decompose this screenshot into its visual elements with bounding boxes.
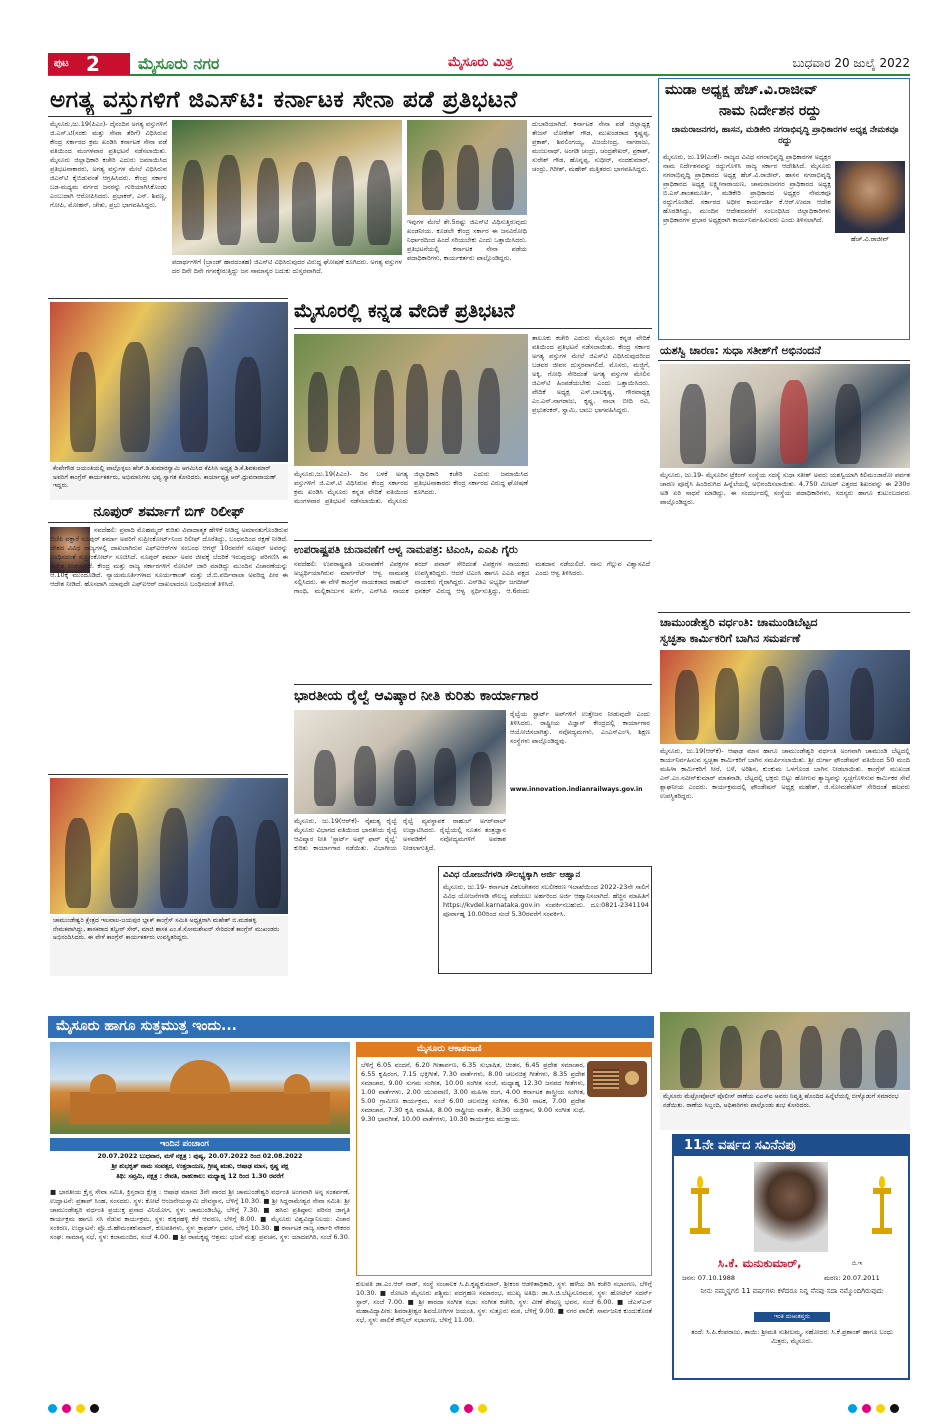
main-story-photo xyxy=(172,120,402,255)
railway-body-left: ಮೈಸೂರು, ಜು.19(ಆರ್‌ಕೆ)- ನೈಋತ್ಯ ರೈಲ್ವೆ ಮೈಸೂರು ವಿಭಾಗದ ವತಿಯಿಂದ ಭಾರತೀಯ ರೈಲ್ವೆ ಆವಿಷ್ಕಾರ ನೀತಿ 'ಸ್ಟಾರ್ಟ್ ಅಪ್ಸ್ ಫಾರ್ ರೈಲ್ವೆ' ಕುರಿತು ಕಾರ್ಯಾಗಾರ ನಡೆಯಿತು. ವಿಭಾಗೀಯ ರೈಲ್ವೆ ವ್ಯವಸ್ಥಾಪಕ ರಾಹುಲ್ ಅಗರ್‌ವಾಲ್ ಉದ್ಘಾಟಿಸಿದರು. ರೈಲ್ವೆಯಲ್ಲಿ ನೂತನ ತಂತ್ರಜ್ಞಾನ ಅಳವಡಿಕೆಗೆ ನವೋದ್ಯಮಗಳಿಗೆ ಅವಕಾಶ ನೀಡಲಾಗುತ್ತಿದೆ. xyxy=(294,817,506,852)
memorial-born: ಜನನ: 07.10.1988 xyxy=(682,1274,736,1282)
page-number-badge xyxy=(48,53,130,75)
scholarship-body: ಮೈಸೂರು, ಜು.19- ಕರ್ನಾಟಕ ವಿಕಲಚೇತನರ ಸಬಲೀಕರಣ ಇಲಾಖೆಯಿಂದ 2022-23ನೇ ಸಾಲಿಗೆ ವಿವಿಧ ಯೋಜನೆಗಳಡಿ ಸೌಲಭ್ಯ ಪಡೆಯಲು ಅರ್ಹರಿಂದ ಅರ್ಜಿ ಆಹ್ವಾನಿಸಲಾಗಿದೆ. ಹೆಚ್ಚಿನ ಮಾಹಿತಿಗೆ https://kvdel.karnataka.gov.in ಸಂಪರ್ಕಿಸಬಹುದು. ದೂ:0821-2341194 ಪೂರ್ವಾಹ್ನ 10.00ರಿಂದ ಸಂಜೆ 5.30ರವರೆಗೆ ಸಂಪರ್ಕಿಸಿ. xyxy=(443,883,649,918)
today-title: ಮೈಸೂರು ಹಾಗೂ ಸುತ್ತಮುತ್ತ ಇಂದು... xyxy=(56,1018,237,1034)
registration-mark xyxy=(48,1404,57,1413)
panchanga-line-3: ತಿಥಿ: ಸಪ್ತಮಿ, ನಕ್ಷತ್ರ : ರೇವತಿ, ರಾಹುಕಾಲ: ಮಧ್ಯಾಹ್ನ 12 ರಿಂದ 1.30 ರವರೆಗೆ xyxy=(116,1173,284,1180)
registration-mark xyxy=(62,1404,71,1413)
memorial-box xyxy=(672,1134,910,1380)
memorial-degree: ಬಿ.ಇ xyxy=(852,1260,862,1267)
main-headline: ಅಗತ್ಯ ವಸ್ತುಗಳಿಗೆ ಜಿಎಸ್‌ಟಿ: ಕರ್ನಾಟಕ ಸೇನಾ ಪಡೆ ಪ್ರತಿಭಟನೆ xyxy=(50,87,518,113)
railway-headline: ಭಾರತೀಯ ರೈಲ್ವೆ ಆವಿಷ್ಕಾರ ನೀತಿ ಕುರಿತು ಕಾರ್ಯಾಗಾರ xyxy=(294,688,539,704)
page-number: 2 xyxy=(86,52,100,76)
main-story-col1: ಮೈಸೂರು,ಜು.19(ಪಿಎಂ)- ದೈನಂದಿನ ಅಗತ್ಯ ವಸ್ತುಗಳಿಗೆ ಜಿ.ಎಸ್.ಟಿ(ಸರಕು ಮತ್ತು ಸೇವಾ ತೆರಿಗೆ) ವಿಧಿಸಿರುವ ಕೇಂದ್ರ ಸರ್ಕಾರದ ಕ್ರಮ ಖಂಡಿಸಿ ಕರ್ನಾಟಕ ಸೇನಾ ಪಡೆ ವತಿಯಿಂದ ಮಂಗಳವಾರ ಪ್ರತಿಭಟನೆ ನಡೆಸಲಾಯಿತು. ಮೈಸೂರು ಜಿಲ್ಲಾಧಿಕಾರಿ ಕಚೇರಿ ಎದುರು ಜಮಾಯಿಸಿದ ಪ್ರತಿಭಟನಾಕಾರರು, ಅಗತ್ಯ ವಸ್ತುಗಳ ಮೇಲೆ ವಿಧಿಸಿರುವ ಜಿಎಸ್‌ಟಿ ಕೈಬಿಡುವಂತೆ ಆಗ್ರಹಿಸಿದರು. ಕೇಂದ್ರ ಸರ್ಕಾರ ಬಡ-ಮಧ್ಯಮ ವರ್ಗದ ಜನರನ್ನು ಗುರಿಯಾಗಿಸಿಕೊಂಡು ಎಂಬುದಾಗಿ ಆರೋಪಿಸಿದರು. ಪ್ರಭಾಕರ್, ಎನ್. ಶಿವಣ್ಣ, ಗೋಪಿ, ಮೋಹನ್, ಚೇತು, ಪ್ರಭು ಭಾಗವಹಿಸಿದ್ದರು. xyxy=(50,120,167,209)
lamp-icon-left xyxy=(688,1176,712,1236)
today-events-2: ಕುಲಪತಿ ಡಾ.ಎಂ.ಆರ್ ನಾಡ್, ಸಂಸ್ಥೆ ಸಂಚಾಲಕ ಸಿ.ಪಿ.ಕೃಷ್ಣಕುಮಾರ್, ಶ್ರೀಕಂಠ ಆಡಳಿತಾಧಿಕಾರಿ, ಸ್ಥಳ: ಹಳೆಯ ಡಿಸಿ ಕಚೇರಿ ಸಭಾಂಗಣ, ಬೆಳಿಗ್ಗೆ 10.30. ■ ರೋಟರಿ ಮೈಸೂರು ಪಶ್ಚಿಮ: ಪದಗ್ರಹಣ ಸಮಾರಂಭ, ಮುಖ್ಯ ಅತಿಥಿ: ಡಾ.ಸಿ.ಜಿ.ಬೆಟ್ಟಸೂರಮಠ, ಸ್ಥಳ: ಹೋಟೆಲ್ ಸದರ್ನ್ ಸ್ಟಾರ್, ಸಂಜೆ 7.00. ■ ಶ್ರೀ ಶಾರದಾ ಸಂಗೀತ ಸಭಾ: ಸಂಗೀತ ಕಚೇರಿ, ಸ್ಥಳ: ವೀಣೆ ಶೇಷಣ್ಣ ಭವನ, ಸಂಜೆ 6.00. ■ ಜೆಎಸ್‌ಎಸ್ ಮಹಾವಿದ್ಯಾಪೀಠ: ಶಿವರಾತ್ರೀಶ್ವರ ಶಿವಯೋಗಿಗಳ ಜಯಂತಿ, ಸ್ಥಳ: ಸುತ್ತೂರು ಮಠ, ಬೆಳಿಗ್ಗೆ 9.00. ■ ನಗರ ಪಾಲಿಕೆ: ಸಾರ್ವಜನಿಕ ಕುಂದುಕೊರತೆ ಸಭೆ, ಸ್ಥಳ: ಪಾಲಿಕೆ ಕೌನ್ಸಿಲ್ ಸಭಾಂಗಣ, ಬೆಳಿಗ್ಗೆ 11.00. xyxy=(356,1280,652,1324)
chamundi-body: ಮೈಸೂರು, ಜು.19(ಆರ್‌ಕೆ)- ಆಷಾಢ ಮಾಸ ಹಾಗೂ ಚಾಮುಂಡೇಶ್ವರಿ ವರ್ಧಂತಿ ಅಂಗವಾಗಿ ಚಾಮುಂಡಿ ಬೆಟ್ಟದಲ್ಲಿ ಕಾರ್ಯನಿರ್ವಹಿಸುವ ಸ್ವಚ್ಛತಾ ಕಾರ್ಮಿಕರಿಗೆ ಬಾಗಿನ ಸಮರ್ಪಿಸಲಾಯಿತು. ಶ್ರೀ ದುರ್ಗಾ ಫೌಂಡೇಷನ್ ವತಿಯಿಂದ 50 ಮಂದಿ ಮಹಿಳಾ ಕಾರ್ಮಿಕರಿಗೆ ಸೀರೆ, ಬಳೆ, ಅರಿಶಿನ, ಕುಂಕುಮ ಒಳಗೊಂಡ ಬಾಗಿನ ನೀಡಲಾಯಿತು. ಕಾಂಗ್ರೆಸ್ ಮುಖಂಡ ಎನ್.ಎಂ.ನವೀನ್‌ಕುಮಾರ್ ಮಾತನಾಡಿ, ಬೆಟ್ಟದಲ್ಲಿ ಭಕ್ತರು ಬಿಟ್ಟು ಹೋಗುವ ತ್ಯಾಜ್ಯವನ್ನು ಸ್ವಚ್ಛಗೊಳಿಸುವ ಕಾರ್ಮಿಕರ ಸೇವೆ ಶ್ಲಾಘನೀಯ ಎಂದರು. ಕಾರ್ಯಕ್ರಮದಲ್ಲಿ ಫೌಂಡೇಷನ್ ಅಧ್ಯಕ್ಷ ಮಹೇಶ್, ಜಿ.ಸೋಮಶೇಖರ್ ಸೇರಿದಂತೆ ಹಲವರು ಉಪಸ್ಥಿತರಿದ್ದರು. xyxy=(660,747,910,800)
registration-mark xyxy=(862,1404,871,1413)
sudha-body: ಮೈಸೂರು, ಜು.19- ಮೈಸೂರಿನ ಟ್ರೆಕಿಂಗ್ ಸಂಸ್ಥೆಯ ಸದಸ್ಯೆ ಸುಧಾ ಸತೀಶ್ ಅವರು ಯಶಸ್ವಿಯಾಗಿ ಕಿಲಿಮಂಜಾರೋ ಪರ್ವತ ಚಾರಣ ಪೂರೈಸಿ ಹಿಂದಿರುಗಿದ ಹಿನ್ನೆಲೆಯಲ್ಲಿ ಅಭಿನಂದಿಸಲಾಯಿತು. 4,750 ಮೀಟರ್ ಎತ್ತರದ ಶಿಖರವನ್ನು ಈ 230ರ ಅಡಿ ಏರಿ ಸಾಧನೆ ಮಾಡಿದ್ದು, ಈ ಸಂದರ್ಭದಲ್ಲಿ ಸಂಸ್ಥೆಯ ಪದಾಧಿಕಾರಿಗಳು, ಸದಸ್ಯರು ಹಾಗೂ ಕುಟುಂಬದವರು ಪಾಲ್ಗೊಂಡಿದ್ದರು. xyxy=(660,471,910,506)
memorial-died: ಮರಣ: 20.07.2011 xyxy=(824,1274,880,1282)
palace-illustration xyxy=(50,1042,350,1134)
rajeev-portrait xyxy=(835,161,905,233)
registration-mark xyxy=(450,1404,459,1413)
memorial-tribute: ನೀನು ನಮ್ಮನ್ನಗಲಿ 11 ವರ್ಷಗಳು ಕಳೆದರೂ ನಿನ್ನ ನೆನಪು ಸದಾ ನಮ್ಮೊಂದಿಗಿರುವುದು xyxy=(700,1287,884,1295)
election-body: ನವದೆಹಲಿ: ಉಪರಾಷ್ಟ್ರಪತಿ ಚುನಾವಣೆಗೆ ವಿಪಕ್ಷಗಳ ಅಭ್ಯರ್ಥಿಯಾಗಿರುವ ಮಾರ್ಗರೆಟ್ ಆಳ್ವ ನಾಮಪತ್ರ ಸಲ್ಲಿಸಿದರು. ಈ ವೇಳೆ ಕಾಂಗ್ರೆಸ್ ನಾಯಕರಾದ ರಾಹುಲ್ ಗಾಂಧಿ, ಮಲ್ಲಿಕಾರ್ಜುನ ಖರ್ಗೆ, ಎನ್‌ಸಿಪಿ ನಾಯಕ ಶರದ್ ಪವಾರ್ ಸೇರಿದಂತೆ ವಿಪಕ್ಷಗಳ ನಾಯಕರು ಉಪಸ್ಥಿತರಿದ್ದರು. ಆದರೆ ಟಿಎಂಸಿ ಹಾಗೂ ಎಎಪಿ ಪಕ್ಷದ ನಾಯಕರು ಗೈರಾಗಿದ್ದರು. ಎನ್‌ಡಿಎ ಅಭ್ಯರ್ಥಿ ಜಗದೀಪ್ ಧನಕರ್ ವಿರುದ್ಧ ಆಳ್ವ ಸ್ಪರ್ಧಿಸುತ್ತಿದ್ದು, ಆ.6ರಂದು ಮತದಾನ ನಡೆಯಲಿದೆ. ನಾನು ಗೆಲ್ಲುವ ವಿಶ್ವಾಸವಿದೆ ಎಂದು ಆಳ್ವ ತಿಳಿಸಿದರು. xyxy=(294,560,650,595)
registration-mark xyxy=(848,1404,857,1413)
date-line: ಬುಧವಾರ 20 ಜುಲೈ 2022 xyxy=(792,56,910,70)
memorial-family-label-bar xyxy=(754,1312,830,1322)
main-story-col4: ದುಬಾರಿಯಾಗಿದೆ. ಕರ್ನಾಟಕ ಸೇನಾ ಪಡೆ ಜಿಲ್ಲಾಧ್ಯಕ್ಷ ತೇಜಸ್ ಲೋಕೇಶ್ ಗೌಡ, ಮುಖಂಡರಾದ ಕೃಷ್ಣಪ್ಪ, ಪ್ರಕಾಶ್, ಶಿವಲಿಂಗಯ್ಯ, ವಿಜಯೇಂದ್ರ, ನಾಗರಾಜು, ಮಂಜುನಾಥ್, ಅಂಗಡಿ ಚಂದ್ರು, ಚಂದ್ರಶೇಖರ್, ಪ್ರಕಾಶ್, ಸುರೇಶ್ ಗೌಡ, ಹೊನ್ನಪ್ಪ, ಸುಧೀರ್, ನಂದಕುಮಾರ್, ಚಂದ್ರು, ಗಿರೀಶ್, ಮಹೇಶ್ ಮತ್ತಿತರರು ಭಾಗವಹಿಸಿದ್ದರು. xyxy=(532,120,650,173)
vedike-body-left: ಮೈಸೂರು,ಜು.19(ಪಿಎಂ)- ದಿನ ಬಳಕೆ ಅಗತ್ಯ ವಸ್ತುಗಳಿಗೆ ಜಿ.ಎಸ್.ಟಿ ವಿಧಿಸಿರುವ ಕೇಂದ್ರ ಸರ್ಕಾರದ ಕ್ರಮ ಖಂಡಿಸಿ ಮೈಸೂರು ಕನ್ನಡ ವೇದಿಕೆ ವತಿಯಿಂದ ಮಂಗಳವಾರ ಪ್ರತಿಭಟನೆ ನಡೆಸಲಾಯಿತು. ಮೈಸೂರು ಜಿಲ್ಲಾಧಿಕಾರಿ ಕಚೇರಿ ಎದುರು ಜಮಾಯಿಸಿದ ಪ್ರತಿಭಟನಾಕಾರರು ಕೇಂದ್ರ ಸರ್ಕಾರದ ವಿರುದ್ಧ ಘೋಷಣೆ ಕೂಗಿದರು. xyxy=(294,470,528,505)
memorial-family-label: ಇಂತಿ ದುಃಖತಪ್ತರು xyxy=(774,1313,810,1320)
photo-story-2-caption: ಚಾಮುಂಡೇಶ್ವರಿ ಕ್ಷೇತ್ರದ ಇಲವಾಲ-ಜಯಪುರ ಬ್ಲಾಕ್ ಕಾಂಗ್ರೆಸ್ ಸಮಿತಿ ಅಧ್ಯಕ್ಷರಾಗಿ ಮಹೇಶ್ ಬಿ.ಮಡಹಳ್ಳಿ ನೇಮಕವಾಗಿದ್ದು, ಶಾಸಕರಾದ ತನ್ವೀರ್ ಸೇಠ್, ಮಾಜಿ ಶಾಸಕ ಎಂ.ಕೆ.ಸೋಮಶೇಖರ್ ಸೇರಿದಂತೆ ಕಾಂಗ್ರೆಸ್ ಮುಖಂಡರು ಅಭಿನಂದಿಸಿದರು. ಈ ವೇಳೆ ಕಾಂಗ್ರೆಸ್ ಕಾರ್ಯಕರ್ತರು ಉಪಸ್ಥಿತರಿದ್ದರು. xyxy=(50,916,288,976)
photo-story-1-caption: ಕೆಂಪೇಗೌಡ ಜಯಂತಿಯಲ್ಲಿ ಪಾಲ್ಗೊಳ್ಳಲು ಹೆಚ್.ಡಿ.ಕುಮಾರಸ್ವಾಮಿ ಆಗಮಿಸಿದ ಕೆಪಿಸಿಸಿ ಅಧ್ಯಕ್ಷ ಡಿ.ಕೆ.ಶಿವಕುಮಾರ್ ಅವರಿಗೆ ಕಾಂಗ್ರೆಸ್ ಕಾರ್ಯಕರ್ತರು, ಅಭಿಮಾನಿಗಳು ಭವ್ಯ ಸ್ವಾಗತ ಕೋರಿದರು. ಕಾರ್ಯಾಧ್ಯಕ್ಷ ಆರ್.ಧ್ರುವನಾರಾಯಣ್ ಇದ್ದರು. xyxy=(50,464,288,500)
registration-mark xyxy=(76,1404,85,1413)
radio-title: ಮೈಸೂರು ಆಕಾಶವಾಣಿ xyxy=(417,1044,482,1054)
nupur-body: ನವದೆಹಲಿ: ಪ್ರವಾದಿ ಮೊಹಮ್ಮದ್ ಕುರಿತು ವಿವಾದಾತ್ಮಕ ಹೇಳಿಕೆ ನೀಡಿದ್ದ ಅಮಾನತುಗೊಂಡಿರುವ ಬಿಜೆಪಿ ವಕ್ತಾರೆ ನೂಪುರ್ ಶರ್ಮಾ ಅವರಿಗೆ ಸುಪ್ರೀಂಕೋರ್ಟ್‌ನಿಂದ ರಿಲೀಫ್ ದೊರೆತಿದ್ದು, ಬಂಧನದಿಂದ ರಕ್ಷಣೆ ನೀಡಿದೆ. ದೇಶದ ವಿವಿಧ ರಾಜ್ಯಗಳಲ್ಲಿ ದಾಖಲಾಗಿರುವ ಎಫ್‌ಐಆರ್‌ಗಳ ಸಂಬಂಧ ಆಗಸ್ಟ್ 10ರವರೆಗೆ ನೂಪುರ್ ಅವರನ್ನು ಬಂಧಿಸದಂತೆ ಸುಪ್ರೀಂಕೋರ್ಟ್ ಸೂಚಿಸಿದೆ. ನೂಪುರ್ ಶರ್ಮಾ ಅವರ ಜೀವಕ್ಕೆ ಬೆದರಿಕೆ ಇರುವುದನ್ನು ಪರಿಗಣಿಸಿ ಈ ಆದೇಶ ನೀಡಲಾಗಿದೆ. ಕೇಂದ್ರ ಮತ್ತು ರಾಜ್ಯ ಸರ್ಕಾರಗಳಿಗೆ ನೋಟಿಸ್ ಜಾರಿ ಮಾಡಿದ್ದು ಮುಂದಿನ ವಿಚಾರಣೆಯನ್ನು ಆ.10ಕ್ಕೆ ಮುಂದೂಡಿದೆ. ನ್ಯಾಯಮೂರ್ತಿಗಳಾದ ಸೂರ್ಯಕಾಂತ್ ಮತ್ತು ಜೆ.ಬಿ.ಪರ್ದಿವಾಲಾ ಅವರಿದ್ದ ಪೀಠ ಈ ಆದೇಶ ನೀಡಿದೆ. ಹೊಸದಾಗಿ ಯಾವುದೇ ಎಫ್‌ಐಆರ್ ದಾಖಲಾದರೂ ಬಂಧಿಸದಂತೆ ತಿಳಿಸಿದೆ. xyxy=(50,526,288,588)
vedike-body-right: ತಾಲೂಕು ಕಚೇರಿ ಎದುರು ಮೈಸೂರು ಕನ್ನಡ ವೇದಿಕೆ ವತಿಯಿಂದ ಪ್ರತಿಭಟನೆ ನಡೆಸಲಾಯಿತು. ಕೇಂದ್ರ ಸರ್ಕಾರ ಅಗತ್ಯ ವಸ್ತುಗಳ ಮೇಲೆ ಜಿಎಸ್‌ಟಿ ವಿಧಿಸಿರುವುದರಿಂದ ಬಡವರ ಜೀವನ ದುಸ್ತರವಾಗಲಿದೆ. ಮೊಸರು, ಮಜ್ಜಿಗೆ, ಅಕ್ಕಿ, ಗೋಧಿ ಸೇರಿದಂತೆ ಅಗತ್ಯ ವಸ್ತುಗಳ ಮೇಲಿನ ಜಿಎಸ್‌ಟಿ ಹಿಂಪಡೆಯಬೇಕು ಎಂದು ಒತ್ತಾಯಿಸಿದರು. ವೇದಿಕೆ ಅಧ್ಯಕ್ಷ ಎಸ್.ಬಾಲಕೃಷ್ಣ, ಗೌರವಾಧ್ಯಕ್ಷ ಎಂ.ಎನ್.ನಾಗರಾಜು, ಕೃಷ್ಣ, ನಾಲಾ ಬೀದಿ ರವಿ, ಪ್ರಭುಶಂಕರ್, ಸ್ವಾಮಿ, ಬಾಬು ಭಾಗವಹಿಸಿದ್ದರು. xyxy=(532,334,650,414)
police-farewell-photo xyxy=(660,1012,910,1090)
scholarship-headline: ವಿವಿಧ ಯೋಜನೆಗಳಡಿ ಸೌಲಭ್ಯಕ್ಕಾಗಿ ಅರ್ಜಿ ಆಹ್ವಾನ xyxy=(443,870,581,880)
photo-story-2-image xyxy=(50,778,288,914)
nupur-headline: ನೂಪುರ್ ಶರ್ಮಾಗೆ ಬಿಗ್ ರಿಲೀಫ್ xyxy=(93,504,245,520)
rajeev-subhead: ಚಾಮರಾಜನಗರ, ಹಾಸನ, ಮಡಿಕೇರಿ ನಗರಾಭಿವೃದ್ಧಿ ಪ್ರಾಧಿಕಾರಗಳ ಅಧ್ಯಕ್ಷ ನೇಮಕವೂ ರದ್ದು xyxy=(671,125,899,146)
radio-box xyxy=(356,1042,652,1276)
rajeev-headline-2: ನಾಮ ನಿರ್ದೇಶನ ರದ್ದು xyxy=(719,103,822,119)
radio-title-bar xyxy=(357,1043,651,1057)
sudha-headline: ಯಶಸ್ವಿ ಚಾರಣ: ಸುಧಾ ಸತೀಶ್‌ಗೆ ಅಭಿನಂದನೆ xyxy=(660,344,821,357)
main-story-col2: ಪದಾರ್ಥಗಳಿಗೆ (ಬ್ರಾಂಡ್ ಹಾರದಂತಹ) ಜಿಎಸ್‌ಟಿ ವಿಧಿಸಿರುವುದರ ವಿರುದ್ಧ ಘೋಷಣೆ ಕೂಗಿದರು. ಅಗತ್ಯ ವಸ್ತುಗಳ ದರ ದಿನೇ ದಿನೇ ಗಗನಕ್ಕೇರುತ್ತಿದ್ದು ಜನ ಸಾಮಾನ್ಯರ ಬದುಕು ದುಸ್ತರವಾಗಿದೆ. xyxy=(172,258,402,275)
panchanga-title: ಇಂದಿನ ಪಂಚಾಂಗ xyxy=(160,1139,209,1149)
chamundi-photo xyxy=(660,650,910,744)
railway-photo xyxy=(294,710,506,814)
registration-mark xyxy=(478,1404,487,1413)
chamundi-headline-1: ಚಾಮುಂಡೇಶ್ವರಿ ವರ್ಧಂತಿ: ಚಾಮುಂಡಿಬೆಟ್ಟದ xyxy=(660,616,818,629)
lamp-icon-right xyxy=(870,1176,894,1236)
panchanga-line-1: 20.07.2022 ಬುಧವಾರ, ಮಳೆ ನಕ್ಷತ್ರ : ಪುಷ್ಯ, 20.07.2022 ರಿಂದ 02.08.2022 xyxy=(97,1153,303,1160)
memorial-title-bar xyxy=(674,1136,908,1156)
radio-icon xyxy=(587,1061,647,1097)
chamundi-headline-2: ಸ್ವಚ್ಛತಾ ಕಾರ್ಮಿಕರಿಗೆ ಬಾಗಿನ ಸಮರ್ಪಣೆ xyxy=(660,632,801,645)
rajeev-story-box xyxy=(658,78,910,340)
election-headline: ಉಪರಾಷ್ಟ್ರಪತಿ ಚುನಾವಣೆಗೆ ಆಳ್ವ ನಾಮಪತ್ರ: ಟಿಎಂಸಿ, ಎಎಪಿ ಗೈರು xyxy=(294,544,518,556)
registration-mark xyxy=(890,1404,899,1413)
photo-story-1-image xyxy=(50,302,288,462)
vedike-photo xyxy=(294,334,528,466)
section-title: ಮೈಸೂರು ನಗರ xyxy=(138,54,220,73)
panchanga-bar xyxy=(50,1138,350,1151)
today-events: ■ ಭಾರತೀಯ ಕ್ರೈಸ್ತ ಸೇವಾ ಸಮಿತಿ, ಕ್ರಿಸ್ತರಾಜ ಕ್ಷೇತ್ರ : ಆಷಾಢ ಮಾಸದ 3ನೇ ವಾರದ ಶ್ರೀ ಚಾಮುಂಡೇಶ್ವರಿ ವರ್ಧಂತಿ ಅಂಗವಾಗಿ ಅನ್ನ ಸಂತರ್ಪಣೆ, ಉದ್ಘಾಟನೆ: ಪ್ರತಾಪ್ ಸಿಂಹ, ಸಂಸದರು. ಸ್ಥಳ: ಕೋಟೆ ಆಂಜನೇಯಸ್ವಾಮಿ ದೇವಸ್ಥಾನ, ಬೆಳಿಗ್ಗೆ 10.30. ■ ಶ್ರೀ ಸಿದ್ದರಾಮೇಶ್ವರ ಸೇವಾ ಸಮಿತಿ: ಶ್ರೀ ಚಾಮುಂಡೇಶ್ವರಿ ವರ್ಧಂತಿ ಪ್ರಯುಕ್ತ ಪ್ರಸಾದ ವಿನಿಯೋಗ, ಸ್ಥಳ: ಚಾಮುಂಡಿಬೆಟ್ಟ, ಬೆಳಿಗ್ಗೆ 7.30. ■ ಹಸಿರು ಪ್ರತಿಷ್ಠಾನ: ಪರಿಸರ ಜಾಗೃತಿ ಕಾರ್ಯಕ್ರಮ ಹಾಗೂ ಸಸಿ ನೆಡುವ ಕಾರ್ಯಕ್ರಮ, ಸ್ಥಳ: ಕುಕ್ಕರಹಳ್ಳಿ ಕೆರೆ ಆವರಣ, ಬೆಳಿಗ್ಗೆ 8.00. ■ ಮೈಸೂರು ವಿಶ್ವವಿದ್ಯಾನಿಲಯ: ವಿಚಾರ ಸಂಕಿರಣ, ಉದ್ಘಾಟನೆ: ಪ್ರೊ.ಜಿ.ಹೇಮಂತಕುಮಾರ್, ಕುಲಪತಿಗಳು, ಸ್ಥಳ: ಕ್ರಾಫರ್ಡ್ ಭವನ, ಬೆಳಿಗ್ಗೆ 10.30. ■ ಕರ್ನಾಟಕ ರಾಜ್ಯ ಸರ್ಕಾರಿ ನೌಕರರ ಸಂಘ: ಸಾಮಾನ್ಯ ಸಭೆ, ಸ್ಥಳ: ಕಲಾಮಂದಿರ, ಸಂಜೆ 4.00. ■ ಶ್ರೀ ರಾಮಕೃಷ್ಣ ಆಶ್ರಮ: ಭಜನೆ ಮತ್ತು ಪ್ರವಚನ, ಸ್ಥಳ: ಯಾದವಗಿರಿ, ಸಂಜೆ 6.30. xyxy=(50,1188,350,1241)
railway-url: www.innovation.indianrailways.gov.in xyxy=(510,786,643,793)
registration-mark xyxy=(876,1404,885,1413)
radio-schedule: ಬೆಳಿಗ್ಗೆ 6.05 ವಂದನೆ, 6.20 ಗೀತಾರ್ಪಣ, 6.35 ಸುಭಾಷಿತ, ಚಿಂತನ, 6.45 ಪ್ರದೇಶ ಸಮಾಚಾರ, 6.55 ಕೃಷಿರಂಗ, 7.15 ಭಕ್ತಿಗೀತೆ, 7.30 ವಾರ್ತೆಗಳು, 8.00 ಚಲನಚಿತ್ರ ಗೀತೆಗಳು, 8.35 ಪ್ರದೇಶ ಸಮಾಚಾರ, 9.00 ಸುಗಮ ಸಂಗೀತ, 10.00 ಸಂಗೀತ ಸಂಜೆ, ಮಧ್ಯಾಹ್ನ 12.30 ಜನಪದ ಗೀತೆಗಳು, 1.00 ವಾರ್ತೆಗಳು, 2.00 ಯುವವಾಣಿ, 3.00 ಮಹಿಳಾ ರಂಗ, 4.00 ಕರ್ನಾಟಕ ಶಾಸ್ತ್ರೀಯ ಸಂಗೀತ, 5.00 ಗ್ರಾಮೀಣ ಕಾರ್ಯಕ್ರಮ, ಸಂಜೆ 6.00 ಚಲನಚಿತ್ರ ಸಂಗೀತ, 6.30 ನಾಟಕ, 7.00 ಪ್ರದೇಶ ಸಮಾಚಾರ, 7.30 ಕೃಷಿ ಮಾಹಿತಿ, 8.00 ರಾಷ್ಟ್ರೀಯ ವಾರ್ತೆ, 8.30 ಯಕ್ಷಗಾನ, 9.00 ಸಂಗೀತ ಸುಧೆ, 9.30 ಭಾವಗೀತೆ, 10.00 ವಾರ್ತೆಗಳು, 10.30 ಕಾರ್ಯಕ್ರಮ ಮುಕ್ತಾಯ. xyxy=(361,1061,585,1123)
scholarship-box xyxy=(438,866,652,974)
main-story-photo-2 xyxy=(407,120,527,215)
memorial-portrait xyxy=(754,1162,828,1252)
rajeev-body: ಮೈಸೂರು, ಜು.19(ಎಂಕೆ)- ರಾಜ್ಯದ ವಿವಿಧ ನಗರಾಭಿವೃದ್ಧಿ ಪ್ರಾಧಿಕಾರಗಳ ಅಧ್ಯಕ್ಷರ ನಾಮ ನಿರ್ದೇಶನವನ್ನು ರದ್ದುಗೊಳಿಸಿ ರಾಜ್ಯ ಸರ್ಕಾರ ಆದೇಶಿಸಿದೆ. ಮೈಸೂರು ನಗರಾಭಿವೃದ್ಧಿ ಪ್ರಾಧಿಕಾರದ ಅಧ್ಯಕ್ಷ ಹೆಚ್.ವಿ.ರಾಜೀವ್, ಹಾಸನ ನಗರಾಭಿವೃದ್ಧಿ ಪ್ರಾಧಿಕಾರದ ಅಧ್ಯಕ್ಷ ಲಕ್ಷ್ಮೀನಾರಾಯಣ, ಚಾಮರಾಜನಗರ ಪ್ರಾಧಿಕಾರದ ಅಧ್ಯಕ್ಷ ಬಿ.ಎಸ್.ಶಾಂತಮೂರ್ತಿ, ಮಡಿಕೇರಿ ಪ್ರಾಧಿಕಾರದ ಅಧ್ಯಕ್ಷರ ನೇಮಕವೂ ರದ್ದುಗೊಂಡಿದೆ. ಸರ್ಕಾರದ ಅಧೀನ ಕಾರ್ಯದರ್ಶಿ ಕೆ.ಆರ್.ಉಮಾ ಆದೇಶ ಹೊರಡಿಸಿದ್ದು, ಮುಂದಿನ ಆದೇಶದವರೆಗೆ ಸಂಬಂಧಿಸಿದ ಜಿಲ್ಲಾಧಿಕಾರಿಗಳು ಪ್ರಾಧಿಕಾರಗಳ ಪ್ರಭಾರ ಅಧ್ಯಕ್ಷರಾಗಿ ಕಾರ್ಯನಿರ್ವಹಿಸುವರು ಎಂದು ತಿಳಿಸಲಾಗಿದೆ. xyxy=(663,153,831,224)
main-story-col3: ಇವುಗಳ ಮೇಲೆ ಶೇ.5ರಷ್ಟು ಜಿಎಸ್‌ಟಿ ವಿಧಿಸುತ್ತಿರುವುದು ಖಂಡನೀಯ. ಕೂಡಲೇ ಕೇಂದ್ರ ಸರ್ಕಾರ ಈ ಜನವಿರೋಧಿ ನಿರ್ಧಾರದಿಂದ ಹಿಂದೆ ಸರಿಯಬೇಕು ಎಂದು ಒತ್ತಾಯಿಸಿದರು. ಪ್ರತಿಭಟನೆಯಲ್ಲಿ ಕರ್ನಾಟಕ ಸೇನಾ ಪಡೆಯ ಪದಾಧಿಕಾರಿಗಳು, ಕಾರ್ಯಕರ್ತರು ಪಾಲ್ಗೊಂಡಿದ್ದರು. xyxy=(407,218,527,262)
memorial-family: ತಂದೆ: ಸಿ.ಪಿ.ಕೆಂಪರಾಜು, ತಾಯಿ: ಶ್ರೀಮತಿ ಸುಶೀಲಮ್ಮ, ಸಹೋದರ: ಸಿ.ಕೆ.ಪ್ರಶಾಂತ್ ಹಾಗೂ ಬಂಧು ಮಿತ್ರರು, ಮೈಸೂರು. xyxy=(691,1328,893,1345)
memorial-title: 11ನೇ ವರ್ಷದ ಸವಿನೆನಪು xyxy=(684,1138,796,1153)
paper-name: ಮೈಸೂರು ಮಿತ್ರ xyxy=(448,55,513,70)
police-farewell-caption: ಮೈಸೂರು ಮೆಟ್ರೋಪೋಲ್ ಪೊಲೀಸ್ ಠಾಣೆಯ ಎಎಸ್‌ಐ ಅವರು ನಿವೃತ್ತಿ ಹೊಂದಿದ ಹಿನ್ನೆಲೆಯಲ್ಲಿ ಬೀಳ್ಕೊಡುಗೆ ಸಮಾರಂಭ ನಡೆಯಿತು. ಠಾಣೆಯ ಸಿಬ್ಬಂದಿ, ಅಧಿಕಾರಿಗಳು ಪಾಲ್ಗೊಂಡು ಶುಭ ಕೋರಿದರು. xyxy=(660,1092,910,1130)
today-banner xyxy=(48,1016,654,1038)
vedike-headline: ಮೈಸೂರಲ್ಲಿ ಕನ್ನಡ ವೇದಿಕೆ ಪ್ರತಿಭಟನೆ xyxy=(294,300,515,322)
page-label: ಪುಟ xyxy=(54,58,69,69)
railway-body-right: ರೈಲ್ವೆಯ ಸ್ಟಾರ್ಟ್ ಅಪ್‌ಗಳಿಗೆ ಉತ್ತೇಜನ ನೀಡುವುದೇ ಎಂದು ತಿಳಿಸಿದರು. ರಾಷ್ಟ್ರೀಯ ವಿಜ್ಞಾನ್ ಕೇಂದ್ರದಲ್ಲಿ ಕಾರ್ಯಾಗಾರ ಆಯೋಜಿಸಲಾಗಿತ್ತು. ನವೋದ್ಯಮಗಳು, ಎಂಎಸ್‌ಎಂಇ, ಶಿಕ್ಷಣ ಸಂಸ್ಥೆಗಳು ಪಾಲ್ಗೊಂಡಿದ್ದವು. xyxy=(510,710,650,745)
rajeev-photo-caption: ಹೆಚ್.ವಿ.ರಾಜೀವ್ xyxy=(851,235,889,243)
rajeev-headline-1: ಮುಡಾ ಅಧ್ಯಕ್ಷ ಹೆಚ್.ವಿ.ರಾಜೀವ್ xyxy=(665,82,818,98)
registration-mark xyxy=(90,1404,99,1413)
panchanga-line-2: ಶ್ರೀ ಶುಭಕೃತ್ ನಾಮ ಸಂವತ್ಸರ, ಉತ್ತರಾಯಣ, ಗ್ರೀಷ್ಮ ಋತು, ಆಷಾಢ ಮಾಸ, ಕೃಷ್ಣ ಪಕ್ಷ xyxy=(111,1163,289,1170)
registration-mark xyxy=(464,1404,473,1413)
masthead xyxy=(48,52,910,76)
sudha-photo xyxy=(660,364,910,468)
memorial-name: ಸಿ.ಕೆ. ಮನುಕುಮಾರ್, xyxy=(718,1256,802,1270)
